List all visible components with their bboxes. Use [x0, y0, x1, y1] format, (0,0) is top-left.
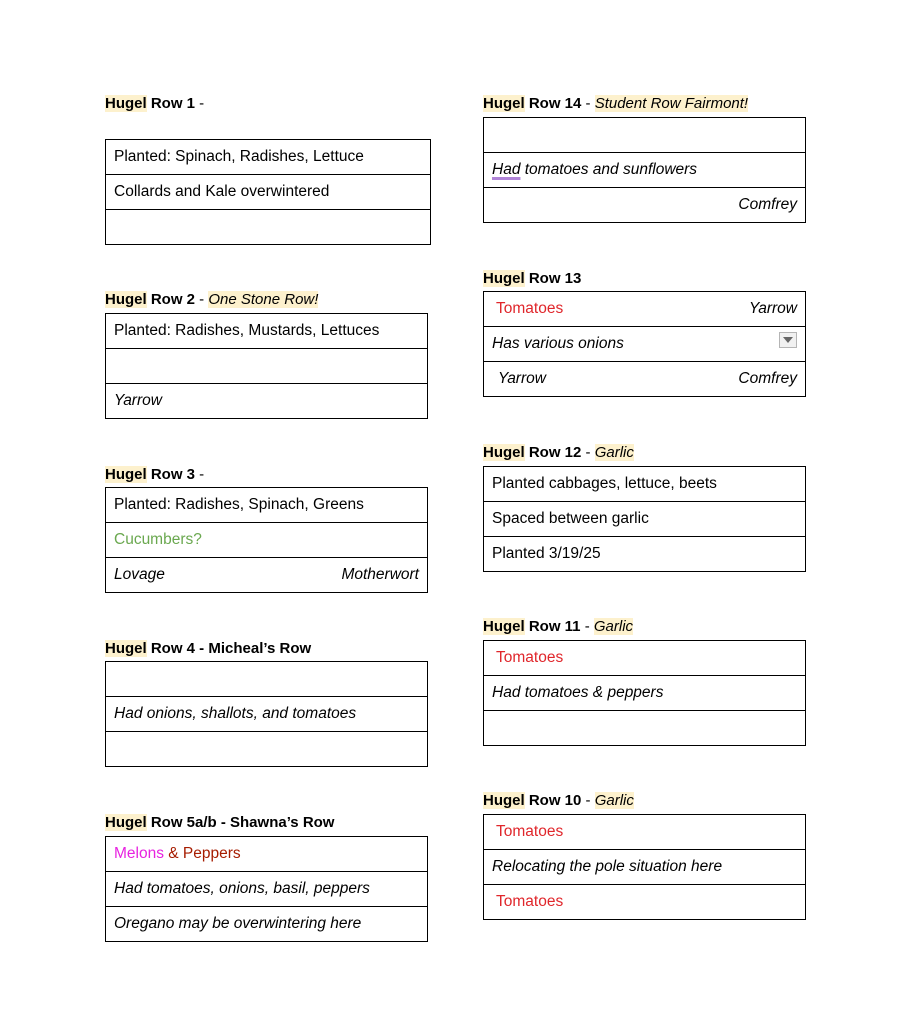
table-cell[interactable]: Melons & Peppers: [106, 837, 428, 872]
row-12-table: [483, 466, 806, 572]
table-cell[interactable]: Collards and Kale overwintered: [106, 175, 431, 210]
table-cell[interactable]: [484, 292, 806, 327]
row-4-table: [105, 661, 428, 767]
table-cell[interactable]: [484, 118, 806, 153]
row-1-heading: Hugel Row 1 -: [105, 95, 205, 112]
table-cell[interactable]: Planted cabbages, lettuce, beets: [484, 467, 806, 502]
table-cell[interactable]: Oregano may be overwintering here: [106, 907, 428, 942]
table-cell[interactable]: Tomatoes: [484, 885, 806, 920]
table-cell[interactable]: [484, 327, 806, 362]
row-11-heading: Hugel Row 11 - Garlic: [483, 618, 634, 635]
table-cell[interactable]: Cucumbers?: [106, 523, 428, 558]
cell-text-right: Comfrey: [738, 370, 797, 387]
cell-text-left: Lovage: [114, 566, 165, 583]
table-cell[interactable]: [106, 732, 428, 767]
row-13-table: [483, 291, 806, 397]
row-12-heading: Hugel Row 12 - Garlic: [483, 444, 634, 461]
table-cell[interactable]: Comfrey: [484, 188, 806, 223]
table-cell[interactable]: [484, 711, 806, 746]
table-cell[interactable]: Yarrow: [106, 384, 428, 419]
table-cell[interactable]: Had tomatoes, onions, basil, peppers: [106, 872, 428, 907]
table-cell[interactable]: [106, 210, 431, 245]
row-11-table: [483, 640, 806, 746]
cell-text-right: Yarrow: [749, 300, 797, 317]
table-cell[interactable]: Planted 3/19/25: [484, 537, 806, 572]
row-10-heading: Hugel Row 10 - Garlic: [483, 792, 634, 809]
table-cell[interactable]: Planted: Radishes, Spinach, Greens: [106, 488, 428, 523]
row-14-table: [483, 117, 806, 223]
row-5-table: [105, 836, 428, 942]
table-cell[interactable]: Relocating the pole situation here: [484, 850, 806, 885]
table-cell[interactable]: Had tomatoes & peppers: [484, 676, 806, 711]
row-3-heading: Hugel Row 3 -: [105, 466, 205, 483]
table-cell[interactable]: [484, 362, 806, 397]
cell-text-left: Yarrow: [498, 370, 546, 387]
row-2-table: [105, 313, 428, 419]
table-cell[interactable]: Tomatoes: [484, 815, 806, 850]
table-cell[interactable]: Planted: Radishes, Mustards, Lettuces: [106, 314, 428, 349]
row-3-table: [105, 487, 428, 593]
table-cell[interactable]: Had onions, shallots, and tomatoes: [106, 697, 428, 732]
row-2-heading: Hugel Row 2 - One Stone Row!: [105, 291, 319, 308]
row-5-heading: Hugel Row 5a/b - Shawna’s Row: [105, 814, 335, 831]
row-10-table: [483, 814, 806, 920]
table-cell[interactable]: Tomatoes: [484, 641, 806, 676]
table-cell[interactable]: [106, 558, 428, 593]
row-13-heading: Hugel Row 13: [483, 270, 582, 287]
table-cell[interactable]: Planted: Spinach, Radishes, Lettuce: [106, 140, 431, 175]
chevron-down-icon[interactable]: [779, 332, 797, 348]
table-cell[interactable]: Had tomatoes and sunflowers: [484, 153, 806, 188]
row-1-table: [105, 139, 431, 245]
row-4-heading: Hugel Row 4 - Micheal’s Row: [105, 640, 312, 657]
table-cell[interactable]: [106, 349, 428, 384]
cell-text: Has various onions: [492, 335, 624, 352]
row-14-heading: Hugel Row 14 - Student Row Fairmont!: [483, 95, 749, 112]
table-cell[interactable]: [106, 662, 428, 697]
table-cell[interactable]: Spaced between garlic: [484, 502, 806, 537]
cell-text-right: Motherwort: [341, 566, 419, 583]
cell-text-left: Tomatoes: [496, 300, 564, 317]
